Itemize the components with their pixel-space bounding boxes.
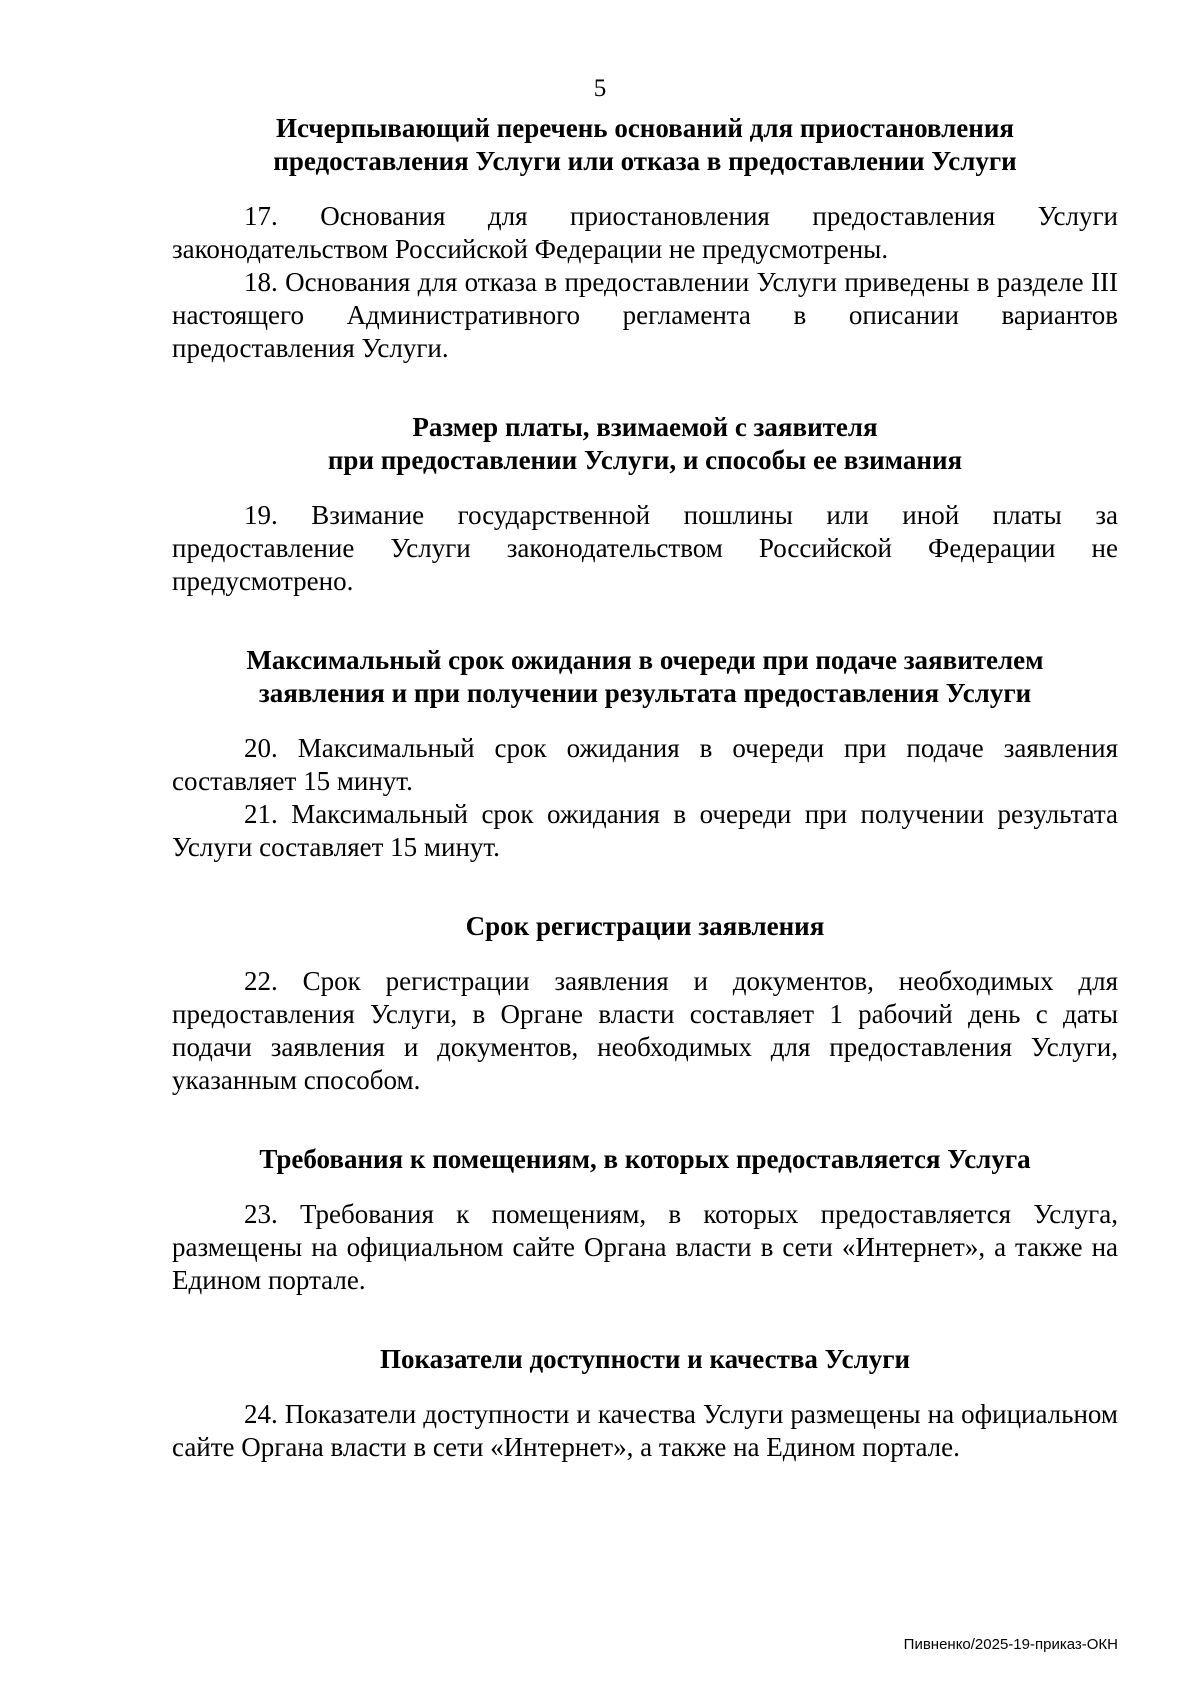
section-fee xyxy=(172,411,1118,598)
paragraph-17: 17. Основания для приостановления предоставления Услуги законодательством Российской Федерации не предусмотрены. xyxy=(172,201,1118,264)
paragraph-19: 19. Взимание государственной пошлины или иной платы за предоставление Услуги законодательством Российской Федерации не предусмотрено. xyxy=(172,500,1118,596)
paragraph-20: 20. Максимальный срок ожидания в очереди при подаче заявления составляет 15 минут. xyxy=(172,733,1118,796)
section-heading-line: заявления и при получении результата предоставления Услуги xyxy=(258,678,1032,708)
section-heading-line: Срок регистрации заявления xyxy=(465,911,825,941)
section-heading-line: Требования к помещениям, в которых предоставляется Услуга xyxy=(259,1144,1031,1174)
section-queue-time xyxy=(172,644,1118,864)
section-heading-line: при предоставлении Услуги, и способы ее взимания xyxy=(327,445,963,475)
section-heading-line: предоставления Услуги или отказа в предоставлении Услуги xyxy=(273,146,1017,176)
section-heading-line: Показатели доступности и качества Услуги xyxy=(379,1344,911,1374)
section-heading-line: Размер платы, взимаемой с заявителя xyxy=(412,412,878,442)
section-quality-indicators xyxy=(172,1343,1118,1464)
paragraph-22: 22. Срок регистрации заявления и документов, необходимых для предоставления Услуги, в Органе власти составляет 1 рабочий день с даты подачи заявления и документов, необходимых для предоставления Услуги, указанным способом. xyxy=(172,966,1118,1095)
page-number: 5 xyxy=(593,75,607,102)
paragraph-21: 21. Максимальный срок ожидания в очереди при получении результата Услуги составляет 15 минут. xyxy=(172,799,1118,862)
document-body xyxy=(172,112,1118,1464)
section-suspension-refusal xyxy=(172,112,1118,365)
section-premises xyxy=(172,1143,1118,1297)
section-heading-line: Исчерпывающий перечень оснований для приостановления xyxy=(275,113,1015,143)
section-registration-time xyxy=(172,910,1118,1097)
paragraph-23: 23. Требования к помещениям, в которых предоставляется Услуга, размещены на официальном сайте Органа власти в сети «Интернет», а также на Едином портале. xyxy=(172,1199,1118,1295)
paragraph-24: 24. Показатели доступности и качества Услуги размещены на официальном сайте Органа власти в сети «Интернет», а также на Едином портале. xyxy=(172,1399,1118,1462)
section-heading-line: Максимальный срок ожидания в очереди при подаче заявителем xyxy=(246,645,1044,675)
paragraph-18: 18. Основания для отказа в предоставлении Услуги приведены в разделе III настоящего Административного регламента в описании вариантов предоставления Услуги. xyxy=(172,267,1118,363)
document-footer-reference: Пивненко/2025-19-приказ-ОКН xyxy=(903,1636,1118,1653)
